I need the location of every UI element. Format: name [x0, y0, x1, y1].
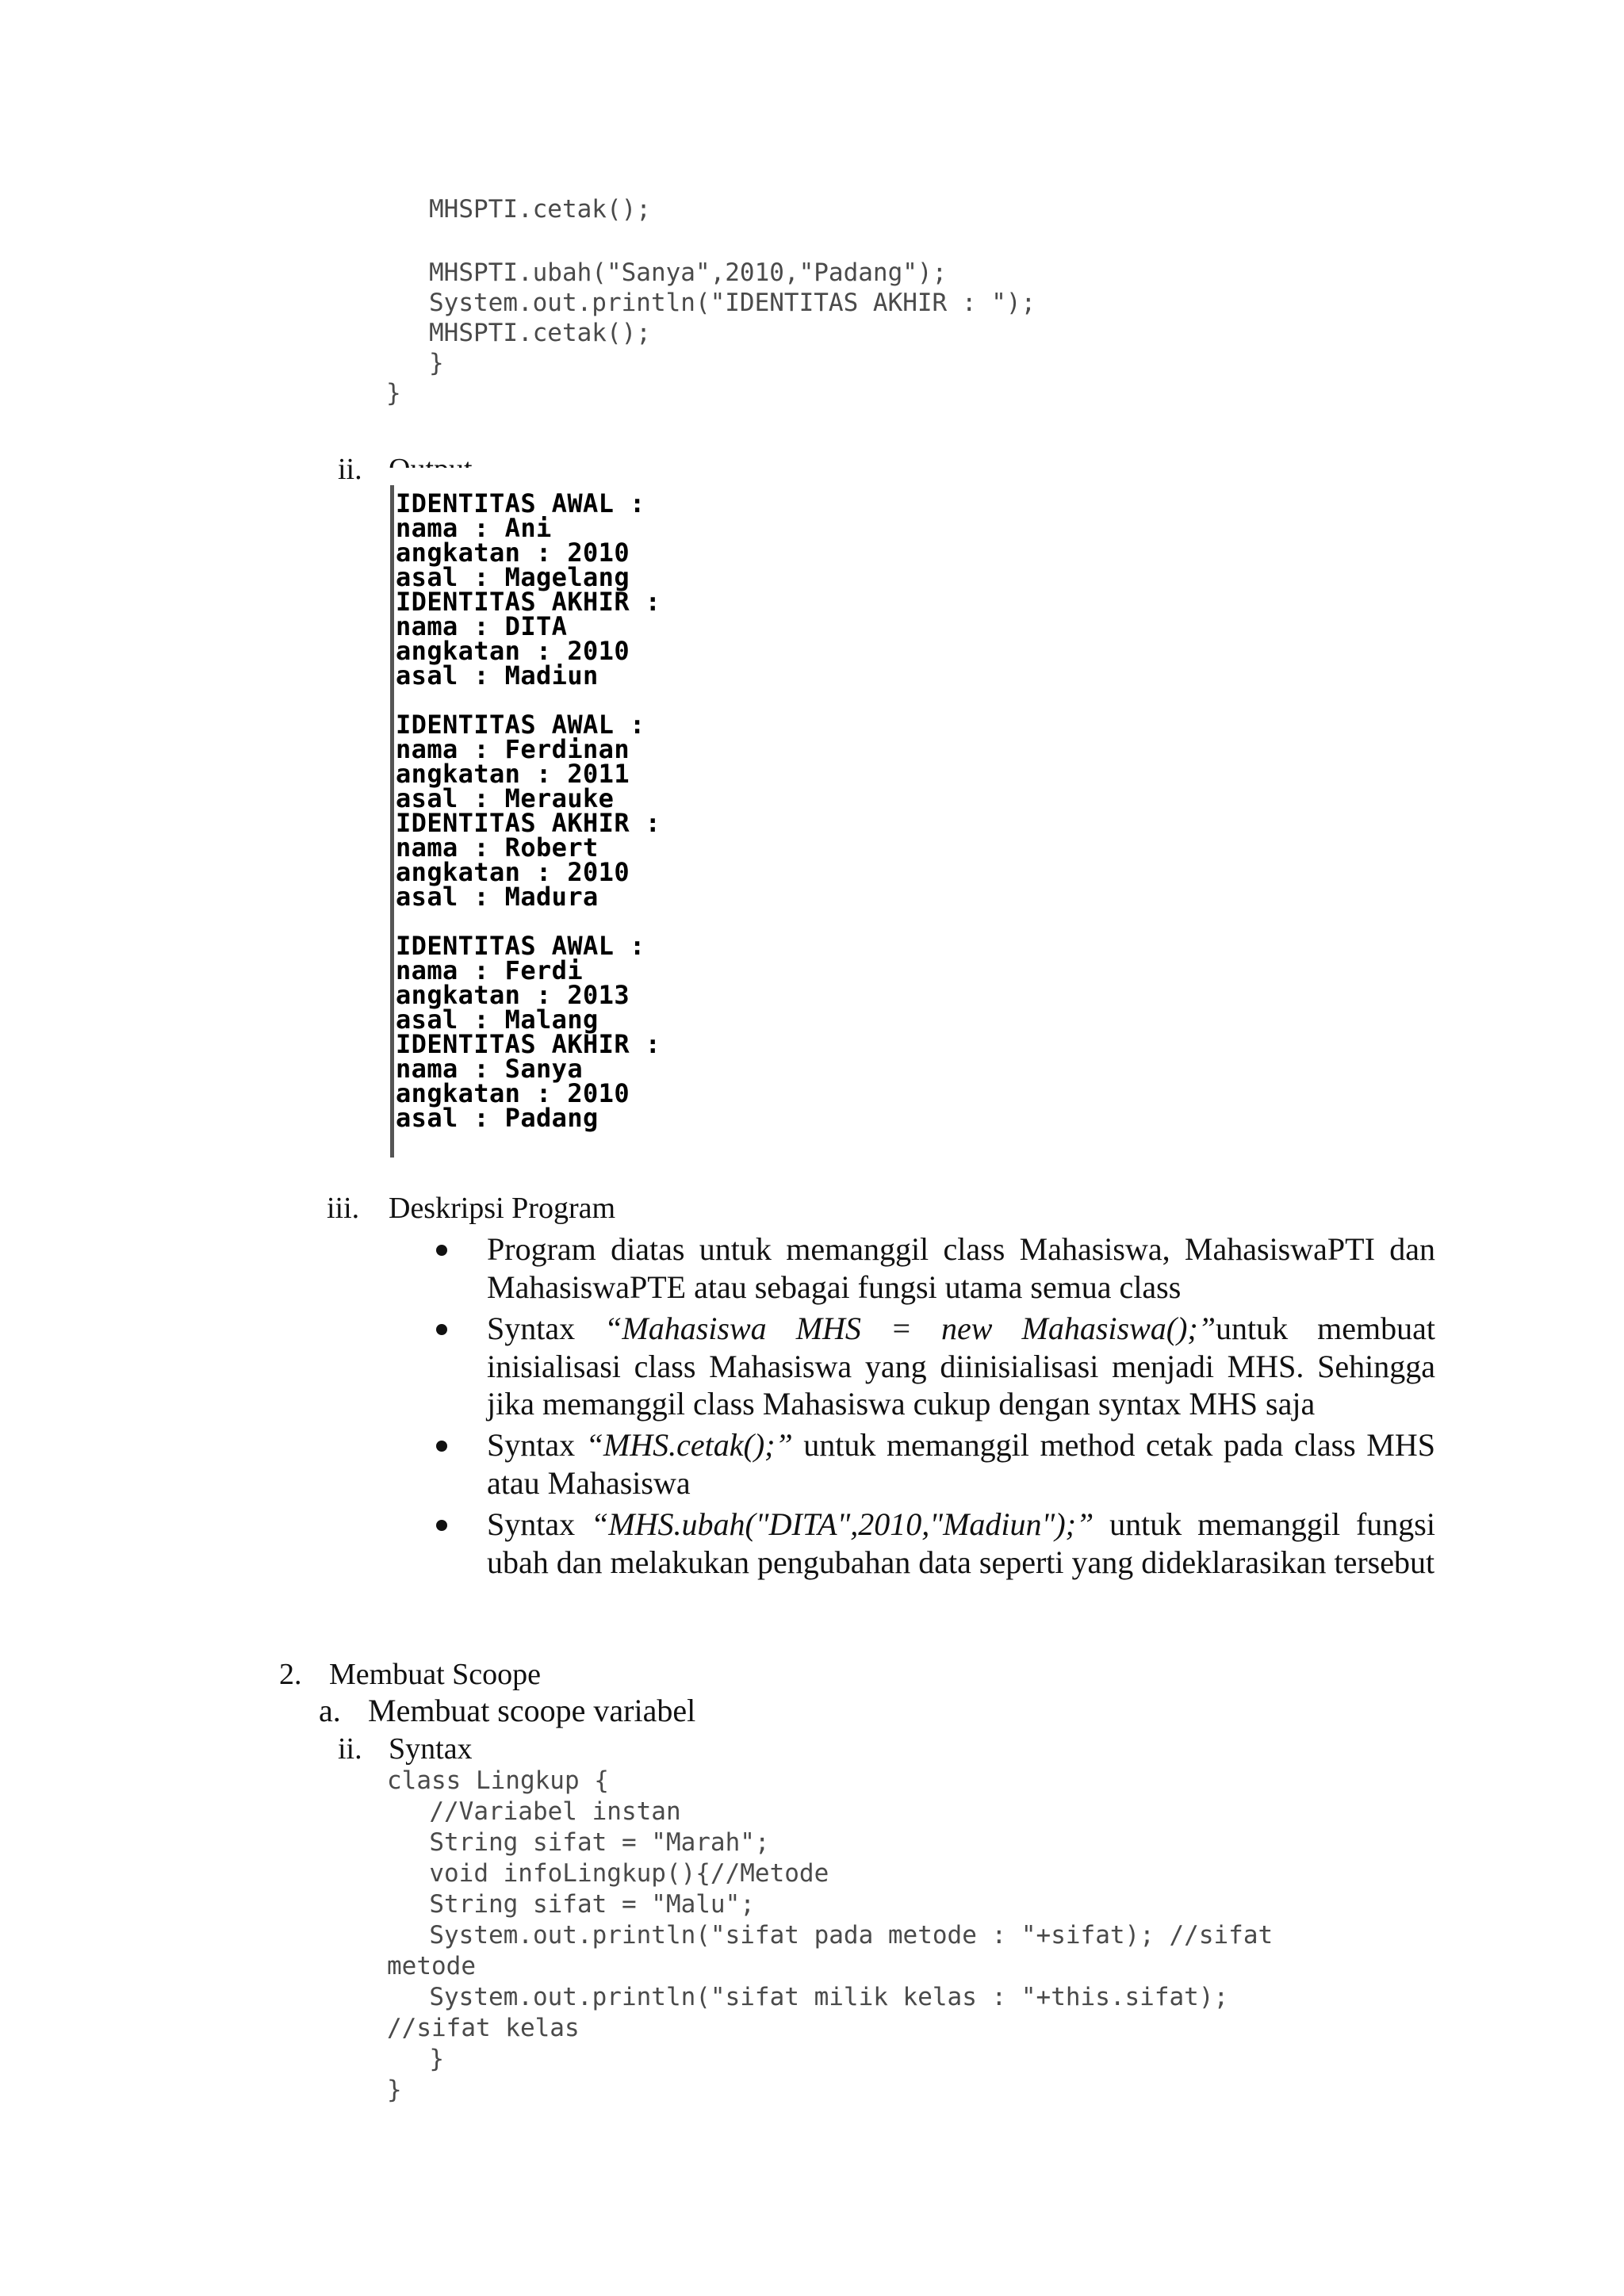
syntax-example: “MHS.cetak();” [585, 1427, 793, 1463]
console-line: IDENTITAS AWAL : [396, 931, 645, 961]
code-bottom-line: } [387, 2076, 402, 2104]
code-top-line-7: } [386, 379, 401, 408]
console-line: asal : Magelang [396, 562, 630, 592]
subsection-letter: a. [319, 1693, 341, 1728]
code-bottom-line: System.out.println("sifat milik kelas : "+this.sifat); [400, 1983, 1229, 2011]
code-bottom-line: metode [387, 1952, 476, 1980]
syntax-numeral: ii. [338, 1732, 362, 1766]
console-line: angkatan : 2011 [396, 759, 630, 789]
code-top-line-5: MHSPTI.cetak(); [429, 319, 651, 347]
console-line: IDENTITAS AWAL : [396, 710, 645, 740]
console-line: angkatan : 2010 [396, 636, 630, 666]
console-line: IDENTITAS AKHIR : [396, 587, 661, 617]
code-top-line-3: MHSPTI.ubah("Sanya",2010,"Padang"); [429, 258, 948, 287]
deskripsi-bullet-4: Syntax “MHS.ubah("DITA",2010,"Madiun");” untuk memanggil fungsi ubah dan melakukan pengubahan data seperti yang dideklarasikan tersebut [487, 1506, 1435, 1580]
deskripsi-bullet-3: Syntax “MHS.cetak();” untuk memanggil method cetak pada class MHS atau Mahasiswa [487, 1427, 1435, 1501]
console-line: asal : Madiun [396, 660, 599, 691]
code-top-line-1: MHSPTI.cetak(); [429, 195, 651, 224]
console-line: nama : Robert [396, 832, 599, 863]
console-line: asal : Madura [396, 882, 599, 912]
code-bottom-line: void infoLingkup(){//Metode [400, 1859, 829, 1888]
console-line: asal : Padang [396, 1103, 599, 1133]
deskripsi-bullet-2: Syntax “Mahasiswa MHS = new Mahasiswa();”untuk membuat inisialisasi class Mahasiswa yang diinisialisasi menjadi MHS. Sehingga jika memanggil class Mahasiswa cukup dengan syntax MHS saja [487, 1311, 1435, 1422]
console-line: asal : Merauke [396, 783, 615, 813]
code-top-line-6: } [429, 349, 444, 377]
deskripsi-numeral: iii. [327, 1192, 360, 1225]
subsection-title: Membuat scoope variabel [368, 1693, 696, 1728]
section-title: Membuat Scoope [329, 1658, 542, 1691]
console-line: angkatan : 2010 [396, 1078, 630, 1108]
code-bottom-line: //sifat kelas [387, 2014, 580, 2042]
console-line: nama : Sanya [396, 1054, 583, 1084]
console-line: angkatan : 2010 [396, 538, 630, 568]
console-line: IDENTITAS AKHIR : [396, 808, 661, 838]
console-line: nama : Ferdi [396, 955, 583, 985]
console-scroll-edge [390, 485, 394, 1158]
output-numeral: ii. [338, 453, 362, 486]
deskripsi-label: Deskripsi Program [389, 1192, 616, 1225]
code-bottom-line: System.out.println("sifat pada metode : "+sifat); //sifat [400, 1921, 1274, 1950]
code-bottom-line: String sifat = "Malu"; [400, 1890, 755, 1919]
code-top-line-4: System.out.println("IDENTITAS AKHIR : "); [429, 289, 1036, 317]
code-bottom-line: } [400, 2045, 444, 2073]
console-line: nama : DITA [396, 611, 568, 641]
console-line: nama : Ferdinan [396, 734, 630, 764]
code-bottom-line: class Lingkup { [387, 1766, 609, 1795]
section-number: 2. [279, 1658, 302, 1691]
console-line: asal : Malang [396, 1004, 599, 1035]
console-line: IDENTITAS AKHIR : [396, 1029, 661, 1059]
bullet-icon [436, 1324, 447, 1335]
bullet-icon [436, 1245, 447, 1256]
bullet-icon [436, 1441, 447, 1452]
code-bottom-line: //Variabel instan [400, 1797, 681, 1826]
deskripsi-bullet-1: Program diatas untuk memanggil class Mahasiswa, MahasiswaPTI dan MahasiswaPTE atau sebagai fungsi utama semua class [487, 1231, 1435, 1305]
code-bottom-line: String sifat = "Marah"; [400, 1828, 770, 1857]
console-line: angkatan : 2013 [396, 980, 630, 1010]
console-line: IDENTITAS AWAL : [396, 488, 645, 519]
syntax-label: Syntax [389, 1732, 473, 1766]
console-line: nama : Ani [396, 513, 552, 543]
console-line: angkatan : 2010 [396, 857, 630, 887]
syntax-example: “Mahasiswa MHS = new Mahasiswa();” [604, 1311, 1216, 1346]
syntax-example: “MHS.ubah("DITA",2010,"Madiun");” [591, 1506, 1094, 1542]
bullet-icon [436, 1520, 447, 1531]
